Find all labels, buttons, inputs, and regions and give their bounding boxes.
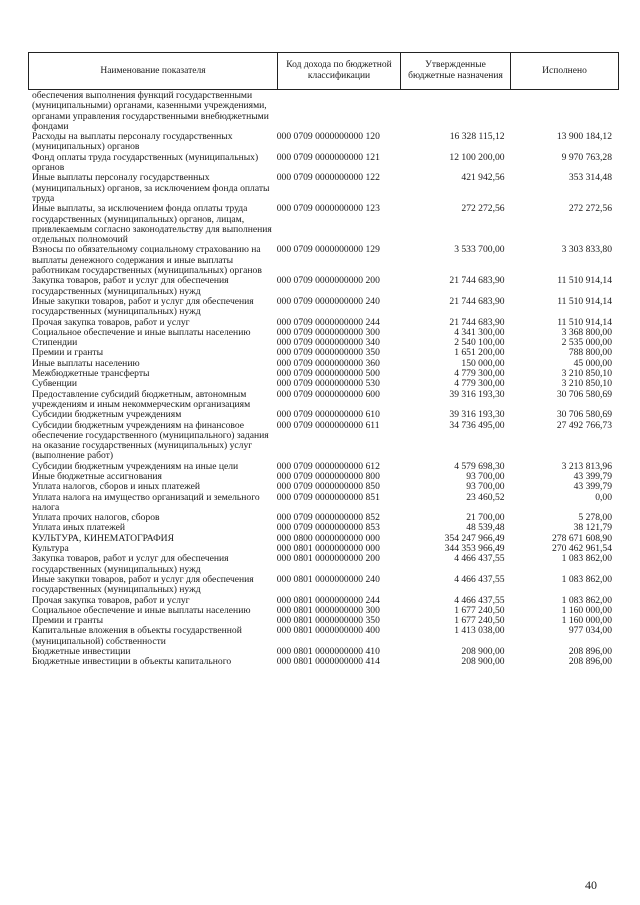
row-executed: 1 160 000,00: [561, 604, 612, 616]
row-name: Иные выплаты населению: [32, 357, 140, 369]
row-code: 000 0709 0000000000 121: [276, 151, 380, 163]
row-approved: 1 677 240,50: [454, 615, 505, 627]
row-code: 000 0709 0000000000 612: [276, 460, 380, 472]
row-approved: 208 900,00: [461, 656, 505, 668]
row-executed: 30 706 580,69: [556, 409, 612, 421]
table-body: [32, 91, 612, 668]
row-executed: 3 213 813,96: [561, 460, 612, 472]
row-code: 000 0709 0000000000 360: [276, 357, 380, 369]
row-code: 000 0801 0000000000 410: [276, 646, 380, 658]
table-row: [32, 276, 612, 297]
row-name: Стипендии: [32, 337, 78, 349]
row-name: Капитальные вложения в объекты государственной (муниципальной) собственности: [32, 625, 242, 647]
table-row: [32, 297, 612, 318]
row-code: 000 0800 0000000000 000: [276, 532, 380, 544]
row-approved: 421 942,56: [461, 172, 505, 184]
table-header: [28, 52, 619, 90]
row-code: 000 0709 0000000000 600: [276, 388, 380, 400]
row-executed: 1 083 862,00: [561, 573, 612, 585]
row-name: Иные закупки товаров, работ и услуг для обеспечения государственных (муниципальных) нужд: [32, 573, 254, 596]
row-executed: 208 896,00: [568, 646, 612, 658]
row-code: 000 0709 0000000000 129: [276, 244, 380, 256]
page-number: 40: [585, 878, 597, 892]
row-approved: 4 579 698,30: [454, 460, 505, 472]
row-executed: 1 083 862,00: [561, 553, 612, 565]
row-name: Уплата налогов, сборов и иных платежей: [32, 481, 201, 493]
row-executed: 11 510 914,14: [557, 316, 612, 328]
row-code: 000 0801 0000000000 400: [276, 625, 380, 637]
row-name: Фонд оплаты труда государственных (муниципальных) органов: [32, 151, 259, 174]
row-name: Субвенции: [32, 378, 77, 390]
row-approved: 39 316 193,30: [449, 388, 505, 400]
row-code: 000 0709 0000000000 240: [276, 295, 380, 307]
table-row: [32, 132, 612, 153]
row-approved: 4 466 437,55: [454, 553, 505, 565]
table-row: [32, 657, 612, 667]
header-executed: Исполнено: [542, 65, 587, 76]
row-executed: 2 535 000,00: [561, 337, 612, 349]
row-name: Уплата налога на имущество организаций и земельного налога: [32, 491, 260, 513]
row-executed: 5 278,00: [578, 512, 612, 524]
row-executed: 43 399,79: [573, 470, 612, 482]
row-approved: 3 533 700,00: [454, 244, 505, 256]
row-approved: 2 540 100,00: [454, 337, 505, 349]
row-name: Предоставление субсидий бюджетным, автономным учреждениям и иным некоммерческим организациям: [32, 388, 251, 410]
row-code: 000 0709 0000000000 300: [276, 326, 380, 338]
header-code: Код дохода по бюджетной классификации: [278, 53, 401, 89]
row-approved: 93 700,00: [466, 481, 505, 493]
table-row: [32, 493, 612, 514]
row-code: 000 0709 0000000000 530: [276, 378, 380, 390]
row-code: 000 0709 0000000000 120: [276, 131, 380, 143]
row-name: Субсидии бюджетным учреждениям на финансовое обеспечение государственного (муниципального) задания на оказание государственных (муниципальных) услуг (выполнение работ): [32, 419, 269, 462]
row-code: 000 0801 0000000000 300: [276, 604, 380, 616]
row-approved: 150 000,00: [461, 357, 505, 369]
row-approved: 354 247 966,49: [444, 532, 505, 544]
row-name: Социальное обеспечение и иные выплаты населению: [32, 326, 251, 338]
row-executed: 1 160 000,00: [561, 615, 612, 627]
row-name: Бюджетные инвестиции в объекты капитального: [32, 656, 232, 668]
row-approved: 34 736 495,00: [449, 419, 505, 431]
row-approved: 344 353 966,49: [444, 543, 505, 555]
row-executed: 11 510 914,14: [557, 295, 612, 307]
row-approved: 48 539,48: [466, 522, 505, 534]
row-approved: 21 744 683,90: [449, 316, 505, 328]
table-row: [32, 575, 612, 596]
table-row: [32, 153, 612, 174]
row-executed: 13 900 184,12: [556, 131, 612, 143]
row-code: 000 0709 0000000000 340: [276, 337, 380, 349]
table-row: [32, 173, 612, 204]
row-approved: 1 651 200,00: [454, 347, 505, 359]
row-code: 000 0801 0000000000 244: [276, 594, 380, 606]
row-code: 000 0709 0000000000 800: [276, 470, 380, 482]
row-name: Взносы по обязательному социальному страхованию на выплаты денежного содержания и иные выплаты работникам государственных (муниципальных) органов: [32, 244, 262, 277]
row-code: 000 0709 0000000000 611: [276, 419, 380, 431]
row-name: Субсидии бюджетным учреждениям: [32, 409, 182, 421]
row-name: Бюджетные инвестиции: [32, 646, 131, 658]
table-row: [32, 204, 612, 245]
header-name: Наименование показателя: [29, 53, 278, 89]
row-code: 000 0709 0000000000 610: [276, 409, 380, 421]
row-code: 000 0801 0000000000 414: [276, 656, 380, 668]
row-executed: 45 000,00: [573, 357, 612, 369]
table-row: [32, 410, 612, 420]
row-executed: 3 368 800,00: [561, 326, 612, 338]
row-name: Иные бюджетные ассигнования: [32, 470, 162, 482]
row-executed: 788 800,00: [568, 347, 612, 359]
row-executed: 11 510 914,14: [557, 275, 612, 287]
row-name: Социальное обеспечение и иные выплаты населению: [32, 604, 251, 616]
table-row: [32, 626, 612, 647]
row-name: Субсидии бюджетным учреждениям на иные цели: [32, 460, 239, 472]
row-approved: 21 700,00: [466, 512, 505, 524]
row-name: Премии и гранты: [32, 347, 104, 359]
row-executed: 1 083 862,00: [561, 594, 612, 606]
table-row: [32, 554, 612, 575]
row-executed: 270 462 961,54: [552, 543, 612, 555]
row-code: 000 0709 0000000000 244: [276, 316, 380, 328]
row-code: 000 0801 0000000000 000: [276, 543, 380, 555]
row-code: 000 0801 0000000000 240: [276, 573, 380, 585]
row-code: 000 0709 0000000000 852: [276, 512, 380, 524]
row-approved: 4 341 300,00: [454, 326, 505, 338]
row-code: 000 0709 0000000000 853: [276, 522, 380, 534]
row-approved: 23 460,52: [466, 491, 505, 503]
row-approved: 272 272,56: [461, 203, 505, 215]
table-row: [32, 421, 612, 462]
row-name: Культура: [32, 543, 69, 555]
row-executed: 30 706 580,69: [556, 388, 612, 400]
row-name: Иные выплаты персоналу государственных (муниципальных) органов, за исключением фонда оплаты труда: [32, 172, 270, 204]
row-name: Премии и гранты: [32, 615, 104, 627]
row-executed: 208 896,00: [568, 656, 612, 668]
row-executed: 27 492 766,73: [556, 419, 612, 431]
row-name: Закупка товаров, работ и услуг для обеспечения государственных (муниципальных) нужд: [32, 275, 229, 297]
row-approved: 4 779 300,00: [454, 378, 505, 390]
row-approved: 4 779 300,00: [454, 368, 505, 380]
row-name: Иные закупки товаров, работ и услуг для обеспечения государственных (муниципальных) нужд: [32, 295, 254, 318]
row-executed: 9 970 763,28: [561, 151, 612, 163]
row-name: Прочая закупка товаров, работ и услуг: [32, 594, 190, 606]
row-name: Закупка товаров, работ и услуг для обеспечения государственных (муниципальных) нужд: [32, 553, 229, 575]
row-name: Уплата прочих налогов, сборов: [32, 512, 160, 524]
table-row: [32, 390, 612, 411]
row-code: 000 0709 0000000000 851: [276, 491, 380, 503]
row-executed: 43 399,79: [573, 481, 612, 493]
row-approved: 16 328 115,12: [449, 131, 505, 143]
row-approved: 1 413 038,00: [454, 625, 505, 637]
table-row: [32, 91, 612, 132]
row-code: 000 0709 0000000000 500: [276, 368, 380, 380]
row-executed: 278 671 608,90: [552, 532, 612, 544]
row-approved: 4 466 437,55: [454, 594, 505, 606]
row-approved: 39 316 193,30: [449, 409, 505, 421]
row-name: Иные выплаты, за исключением фонда оплаты труда государственных (муниципальных) органов, лицам, привлекаемым согласно законодательству для выполнения отдельных полномочий: [32, 203, 272, 246]
row-executed: 272 272,56: [568, 203, 612, 215]
row-approved: 208 900,00: [461, 646, 505, 658]
row-approved: 4 466 437,55: [454, 573, 505, 585]
row-executed: 38 121,79: [573, 522, 612, 534]
row-name: Уплата иных платежей: [32, 522, 126, 534]
row-executed: 0,00: [595, 491, 612, 503]
row-approved: 21 744 683,90: [449, 275, 505, 287]
row-name: Межбюджетные трансферты: [32, 368, 150, 380]
row-executed: 3 303 833,80: [561, 244, 612, 256]
row-code: 000 0709 0000000000 122: [276, 172, 380, 184]
row-name: обеспечения выполнения функций государственными (муниципальными) органами, казенными учреждениями, органами управления государственными внебюджетными фондами: [32, 90, 269, 132]
header-approved: Утвержденные бюджетные назначения: [401, 53, 511, 89]
row-approved: 21 744 683,90: [449, 295, 505, 307]
row-executed: 977 034,00: [568, 625, 612, 637]
row-name: Расходы на выплаты персоналу государственных (муниципальных) органов: [32, 131, 233, 153]
row-name: Прочая закупка товаров, работ и услуг: [32, 316, 190, 328]
row-code: 000 0709 0000000000 200: [276, 275, 380, 287]
row-code: 000 0801 0000000000 200: [276, 553, 380, 565]
row-approved: 1 677 240,50: [454, 604, 505, 616]
table-row: [32, 245, 612, 276]
row-executed: 353 314,48: [568, 172, 612, 184]
row-name: КУЛЬТУРА, КИНЕМАТОГРАФИЯ: [32, 532, 174, 544]
row-executed: 3 210 850,10: [561, 368, 612, 380]
row-approved: 12 100 200,00: [449, 151, 505, 163]
row-executed: 3 210 850,10: [561, 378, 612, 390]
row-code: 000 0801 0000000000 350: [276, 615, 380, 627]
row-code: 000 0709 0000000000 350: [276, 347, 380, 359]
row-code: 000 0709 0000000000 123: [276, 203, 380, 215]
row-code: 000 0709 0000000000 850: [276, 481, 380, 493]
row-approved: 93 700,00: [466, 470, 505, 482]
